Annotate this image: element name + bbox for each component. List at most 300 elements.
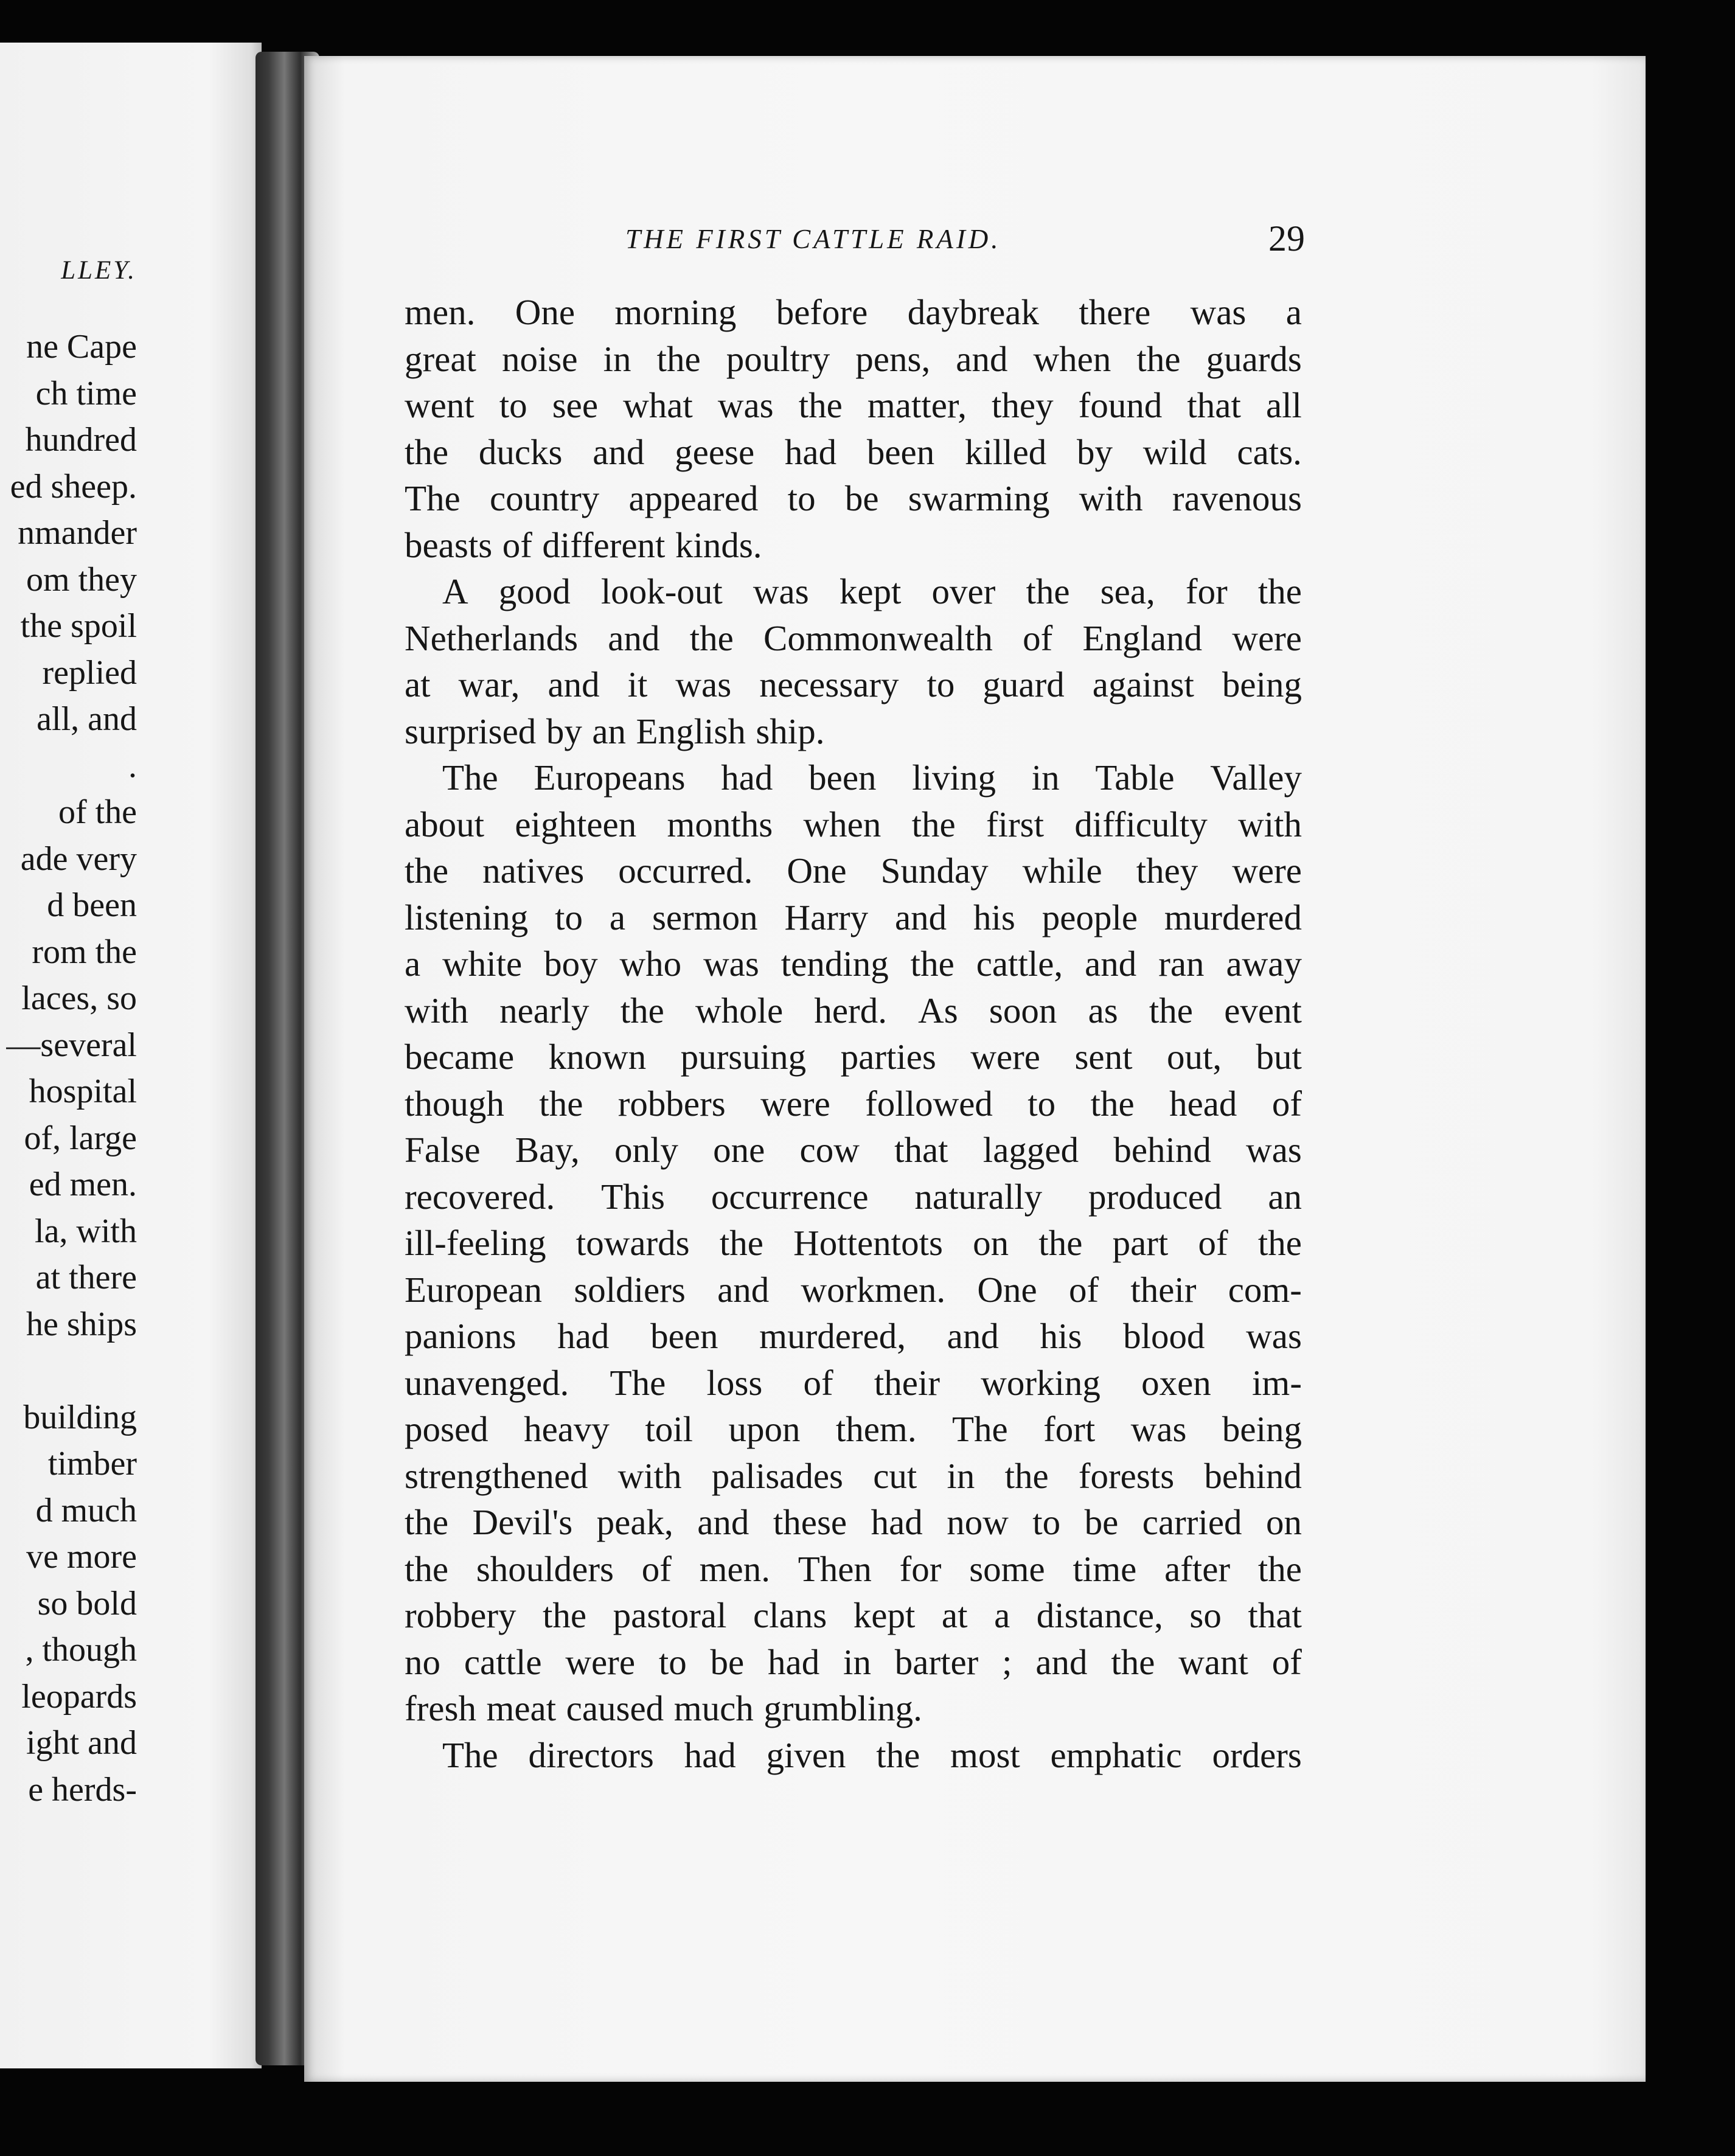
word: listening — [405, 897, 529, 937]
word: only — [614, 1130, 678, 1170]
left-page-line: nmander — [18, 514, 137, 552]
word: nearly — [499, 990, 589, 1031]
word: This — [601, 1176, 666, 1217]
word: by — [1077, 431, 1113, 472]
word: A — [442, 571, 468, 611]
word: pastoral — [613, 1595, 727, 1635]
word: much — [673, 1688, 754, 1728]
word: of — [641, 1548, 672, 1589]
word: Bay, — [515, 1130, 580, 1170]
word: ; — [1002, 1641, 1012, 1682]
word: with — [405, 990, 468, 1031]
word: and — [608, 617, 660, 658]
word: their — [874, 1362, 941, 1403]
word: for — [1185, 571, 1228, 611]
word: soldiers — [574, 1269, 686, 1310]
word: com- — [1228, 1269, 1302, 1310]
word: though — [405, 1083, 504, 1124]
word: One — [977, 1269, 1037, 1310]
page-number: 29 — [1268, 218, 1305, 259]
text-line — [405, 1685, 1302, 1732]
word: occurrence — [711, 1176, 869, 1217]
word: while — [1022, 850, 1102, 891]
left-page-running-head: LLEY. — [61, 256, 137, 285]
word: men. — [405, 292, 476, 332]
left-page-line: , though — [25, 1631, 137, 1669]
word: had — [557, 1316, 610, 1356]
word: at — [941, 1595, 968, 1635]
word: cut — [873, 1455, 917, 1496]
word: posed — [405, 1409, 489, 1449]
left-page-line: laces, so — [21, 979, 137, 1017]
word: cow — [799, 1130, 860, 1170]
text-line — [405, 429, 1302, 476]
word: was — [703, 944, 759, 984]
word: with — [617, 1455, 682, 1496]
word: about — [405, 804, 485, 844]
word: most — [950, 1734, 1020, 1775]
word: different — [542, 524, 666, 565]
word: Harry — [784, 897, 869, 937]
word: wild — [1142, 431, 1207, 472]
word: them. — [835, 1409, 917, 1449]
word: of — [803, 1362, 833, 1403]
word: One — [515, 292, 575, 332]
word: to — [499, 385, 527, 425]
left-facing-page — [0, 43, 262, 2068]
word: a — [1285, 292, 1302, 332]
left-page-line: at there — [35, 1259, 137, 1296]
word: the — [1090, 1083, 1135, 1124]
word: appeared — [628, 478, 759, 518]
word: robbers — [617, 1083, 726, 1124]
word: so — [1189, 1595, 1222, 1635]
word: working — [981, 1362, 1100, 1403]
word: ravenous — [1172, 478, 1302, 518]
word: of — [1271, 1641, 1302, 1682]
word: murdered, — [759, 1316, 906, 1356]
left-page-line: ch time — [35, 374, 137, 412]
word: want — [1178, 1641, 1248, 1682]
text-line — [405, 941, 1302, 987]
left-page-line: ed men. — [29, 1166, 137, 1203]
word: before — [776, 292, 868, 332]
word: strengthened — [405, 1455, 588, 1496]
word: but — [1256, 1037, 1302, 1077]
word: with — [1238, 804, 1302, 844]
word: the — [1136, 338, 1181, 379]
word: fort — [1043, 1409, 1096, 1449]
word: distance, — [1036, 1595, 1163, 1635]
left-page-line — [0, 1348, 137, 1394]
word: and — [717, 1269, 770, 1310]
word: forests — [1078, 1455, 1175, 1496]
word: it — [627, 664, 648, 704]
word: living — [912, 757, 996, 798]
left-page-line: ed sheep. — [10, 467, 137, 506]
word: natives — [482, 850, 585, 891]
word: after — [1164, 1548, 1231, 1589]
text-line — [405, 1406, 1302, 1453]
word: the — [543, 1595, 587, 1635]
word: sea, — [1100, 571, 1155, 611]
text-line — [405, 847, 1302, 894]
word: blood — [1123, 1316, 1205, 1356]
word: the — [910, 944, 954, 984]
word: False — [405, 1130, 481, 1170]
word: see — [552, 385, 599, 425]
text-line — [405, 801, 1302, 848]
word: shoulders — [476, 1548, 614, 1589]
word: out, — [1166, 1037, 1222, 1077]
word: orders — [1212, 1734, 1302, 1775]
word: had — [721, 757, 773, 798]
word: for — [899, 1548, 942, 1589]
text-line — [405, 708, 1302, 755]
word: European — [405, 1269, 543, 1310]
word: being — [1222, 1409, 1302, 1449]
word: eighteen — [515, 804, 637, 844]
word: been — [808, 757, 877, 798]
word: all — [1265, 385, 1302, 425]
word: matter, — [867, 385, 967, 425]
word: the — [1257, 571, 1302, 611]
word: Europeans — [534, 757, 686, 798]
word: was — [675, 664, 732, 704]
word: no — [405, 1641, 440, 1682]
word: the — [405, 1548, 449, 1589]
text-line — [405, 894, 1302, 941]
word: be — [710, 1641, 745, 1682]
word: the — [1038, 1223, 1083, 1263]
word: beasts — [405, 524, 493, 565]
word: that — [1187, 385, 1241, 425]
word: an — [1268, 1176, 1302, 1217]
left-page-line: he ships — [26, 1305, 137, 1343]
word: with — [1079, 478, 1143, 518]
word: England — [1082, 617, 1203, 658]
text-line — [405, 1639, 1302, 1686]
word: white — [442, 944, 523, 984]
word: ducks — [478, 431, 563, 472]
word: now — [947, 1502, 1009, 1542]
body-text — [405, 289, 1302, 1778]
word: were — [970, 1037, 1040, 1077]
text-line — [405, 1453, 1302, 1500]
word: on — [1265, 1502, 1302, 1542]
word: over — [931, 571, 996, 611]
word: upon — [728, 1409, 801, 1449]
word: they — [992, 385, 1054, 425]
word: recovered. — [405, 1176, 555, 1217]
left-page-line: of, large — [24, 1119, 137, 1157]
word: towards — [575, 1223, 690, 1263]
word: in — [603, 338, 631, 379]
word: of — [1271, 1083, 1302, 1124]
word: when — [1033, 338, 1111, 379]
left-page-line: rom the — [32, 933, 137, 971]
word: was — [1130, 1409, 1187, 1449]
word: the — [1257, 1548, 1302, 1589]
word: in — [1031, 757, 1060, 798]
word: that — [1248, 1595, 1302, 1635]
word: given — [766, 1734, 846, 1775]
word: The — [442, 757, 498, 798]
right-page — [304, 56, 1646, 2082]
word: behind — [1113, 1130, 1211, 1170]
word: was — [717, 385, 774, 425]
word: to — [1032, 1502, 1061, 1542]
word: surprised — [405, 711, 537, 751]
word: pens, — [855, 338, 931, 379]
word: was — [1190, 292, 1246, 332]
text-line — [405, 1360, 1302, 1407]
word: herd. — [814, 990, 887, 1031]
word: and — [1085, 944, 1137, 984]
left-page-line: of the — [58, 793, 137, 831]
word: part — [1112, 1223, 1169, 1263]
word: morning — [614, 292, 737, 332]
word: The — [951, 1409, 1008, 1449]
word: clans — [753, 1595, 827, 1635]
left-page-line: leopards — [21, 1677, 137, 1716]
word: a — [609, 897, 626, 937]
word: workmen. — [801, 1269, 946, 1310]
word: months — [667, 804, 773, 844]
text-line — [405, 1174, 1302, 1220]
word: time — [1073, 1548, 1137, 1589]
word: his — [973, 897, 1015, 937]
word: the — [876, 1734, 920, 1775]
text-line — [405, 522, 1302, 569]
word: robbery — [405, 1595, 516, 1635]
word: English — [636, 711, 746, 751]
word: the — [539, 1083, 583, 1124]
text-line — [405, 1034, 1302, 1080]
word: tending — [781, 944, 889, 984]
left-page-line: the spoil — [20, 607, 137, 645]
word: sent — [1074, 1037, 1133, 1077]
text-line — [405, 1499, 1302, 1546]
word: killed — [964, 431, 1047, 472]
word: were — [1232, 617, 1302, 658]
word: event — [1224, 990, 1302, 1031]
word: a — [994, 1595, 1010, 1635]
word: lagged — [982, 1130, 1079, 1170]
word: being — [1222, 664, 1302, 704]
word: cattle, — [976, 944, 1063, 984]
word: guard — [982, 664, 1065, 704]
word: the — [719, 1223, 763, 1263]
word: the — [1111, 1641, 1155, 1682]
word: these — [773, 1502, 847, 1542]
word: loss — [706, 1362, 763, 1403]
word: unavenged. — [405, 1362, 569, 1403]
text-line — [405, 1313, 1302, 1360]
word: grumbling. — [763, 1688, 922, 1728]
word: look-out — [600, 571, 723, 611]
word: the — [1026, 571, 1070, 611]
left-page-text — [0, 324, 137, 1813]
word: as — [1088, 990, 1118, 1031]
word: on — [973, 1223, 1009, 1263]
word: soon — [989, 990, 1057, 1031]
text-line — [405, 1220, 1302, 1267]
word: behind — [1204, 1455, 1302, 1496]
word: they — [1136, 850, 1198, 891]
word: and — [548, 664, 600, 704]
word: swarming — [908, 478, 1050, 518]
word: The — [405, 478, 461, 518]
word: panions — [405, 1316, 516, 1356]
word: Sunday — [880, 850, 989, 891]
left-page-line: hospital — [29, 1073, 137, 1110]
word: people — [1041, 897, 1138, 937]
word: carried — [1142, 1502, 1242, 1542]
word: pursuing — [680, 1037, 807, 1077]
left-page-line: timber — [47, 1445, 137, 1483]
left-page-line: all, and — [37, 700, 137, 738]
word: whole — [695, 990, 784, 1031]
left-page-line: replied — [42, 653, 137, 692]
left-page-line: . — [128, 746, 137, 785]
word: were — [760, 1083, 830, 1124]
word: were — [565, 1641, 636, 1682]
word: heavy — [524, 1409, 610, 1449]
word: of — [502, 524, 532, 565]
word: good — [498, 571, 571, 611]
word: caused — [566, 1688, 664, 1728]
word: As — [918, 990, 958, 1031]
word: and — [947, 1316, 999, 1356]
word: The — [442, 1734, 498, 1775]
word: ship. — [756, 711, 825, 751]
word: the — [620, 990, 664, 1031]
word: guards — [1206, 338, 1302, 379]
word: what — [623, 385, 693, 425]
word: and — [894, 897, 947, 937]
word: the — [405, 431, 449, 472]
word: been — [650, 1316, 718, 1356]
left-page-line: so bold — [37, 1584, 137, 1622]
text-line — [405, 1592, 1302, 1639]
word: followed — [865, 1083, 993, 1124]
word: his — [1040, 1316, 1082, 1356]
word: murdered — [1164, 897, 1302, 937]
word: of — [1068, 1269, 1099, 1310]
word: The — [610, 1362, 666, 1403]
word: country — [490, 478, 600, 518]
word: great — [405, 338, 476, 379]
word: found — [1078, 385, 1163, 425]
word: there — [1079, 292, 1151, 332]
word: poultry — [726, 338, 830, 379]
text-line — [405, 1127, 1302, 1174]
word: at — [405, 664, 431, 704]
word: Netherlands — [405, 617, 579, 658]
word: produced — [1088, 1176, 1222, 1217]
word: head — [1169, 1083, 1237, 1124]
text-line — [405, 289, 1302, 336]
left-page-line: hundred — [25, 421, 137, 459]
word: be — [844, 478, 879, 518]
word: Devil's — [472, 1502, 573, 1542]
left-page-line: om they — [26, 560, 137, 599]
word: Commonwealth — [763, 617, 993, 658]
word: sermon — [652, 897, 758, 937]
word: Then — [798, 1548, 872, 1589]
left-page-line: ve more — [26, 1538, 137, 1576]
word: to — [658, 1641, 687, 1682]
word: became — [405, 1037, 515, 1077]
text-line — [405, 1267, 1302, 1313]
word: boy — [544, 944, 598, 984]
word: one — [713, 1130, 765, 1170]
word: ran — [1158, 944, 1205, 984]
word: of — [1198, 1223, 1228, 1263]
word: difficulty — [1074, 804, 1208, 844]
text-line — [405, 336, 1302, 383]
word: been — [866, 431, 935, 472]
text-line — [405, 568, 1302, 615]
word: by — [546, 711, 582, 751]
text-line — [405, 382, 1302, 429]
text-line — [405, 661, 1302, 708]
word: who — [619, 944, 682, 984]
word: noise — [502, 338, 578, 379]
word: and — [697, 1502, 749, 1542]
word: the — [1149, 990, 1193, 1031]
word: necessary — [759, 664, 899, 704]
word: ill-feeling — [405, 1223, 546, 1263]
word: im- — [1252, 1362, 1302, 1403]
word: and — [1035, 1641, 1088, 1682]
word: against — [1092, 664, 1194, 704]
word: occurred. — [618, 850, 753, 891]
left-page-line: d been — [47, 886, 137, 924]
word: toil — [645, 1409, 694, 1449]
text-line — [405, 615, 1302, 662]
word: parties — [840, 1037, 936, 1077]
word: were — [1232, 850, 1302, 891]
word: men. — [699, 1548, 770, 1589]
text-line — [405, 987, 1302, 1034]
text-line — [405, 1080, 1302, 1127]
word: had — [684, 1734, 736, 1775]
word: went — [405, 385, 475, 425]
word: be — [1084, 1502, 1119, 1542]
text-line — [405, 754, 1302, 801]
word: fresh — [405, 1688, 476, 1728]
word: their — [1130, 1269, 1197, 1310]
word: away — [1226, 944, 1302, 984]
word: had — [871, 1502, 923, 1542]
word: kept — [853, 1595, 916, 1635]
word: in — [843, 1641, 871, 1682]
word: had — [768, 1641, 820, 1682]
word: the — [689, 617, 734, 658]
left-page-line: ade very — [20, 840, 137, 878]
word: the — [911, 804, 956, 844]
word: war, — [458, 664, 520, 704]
word: oxen — [1141, 1362, 1211, 1403]
word: and — [956, 338, 1008, 379]
word: geese — [675, 431, 755, 472]
word: and — [593, 431, 645, 472]
word: the — [798, 385, 843, 425]
word: cats. — [1237, 431, 1302, 472]
word: One — [787, 850, 847, 891]
